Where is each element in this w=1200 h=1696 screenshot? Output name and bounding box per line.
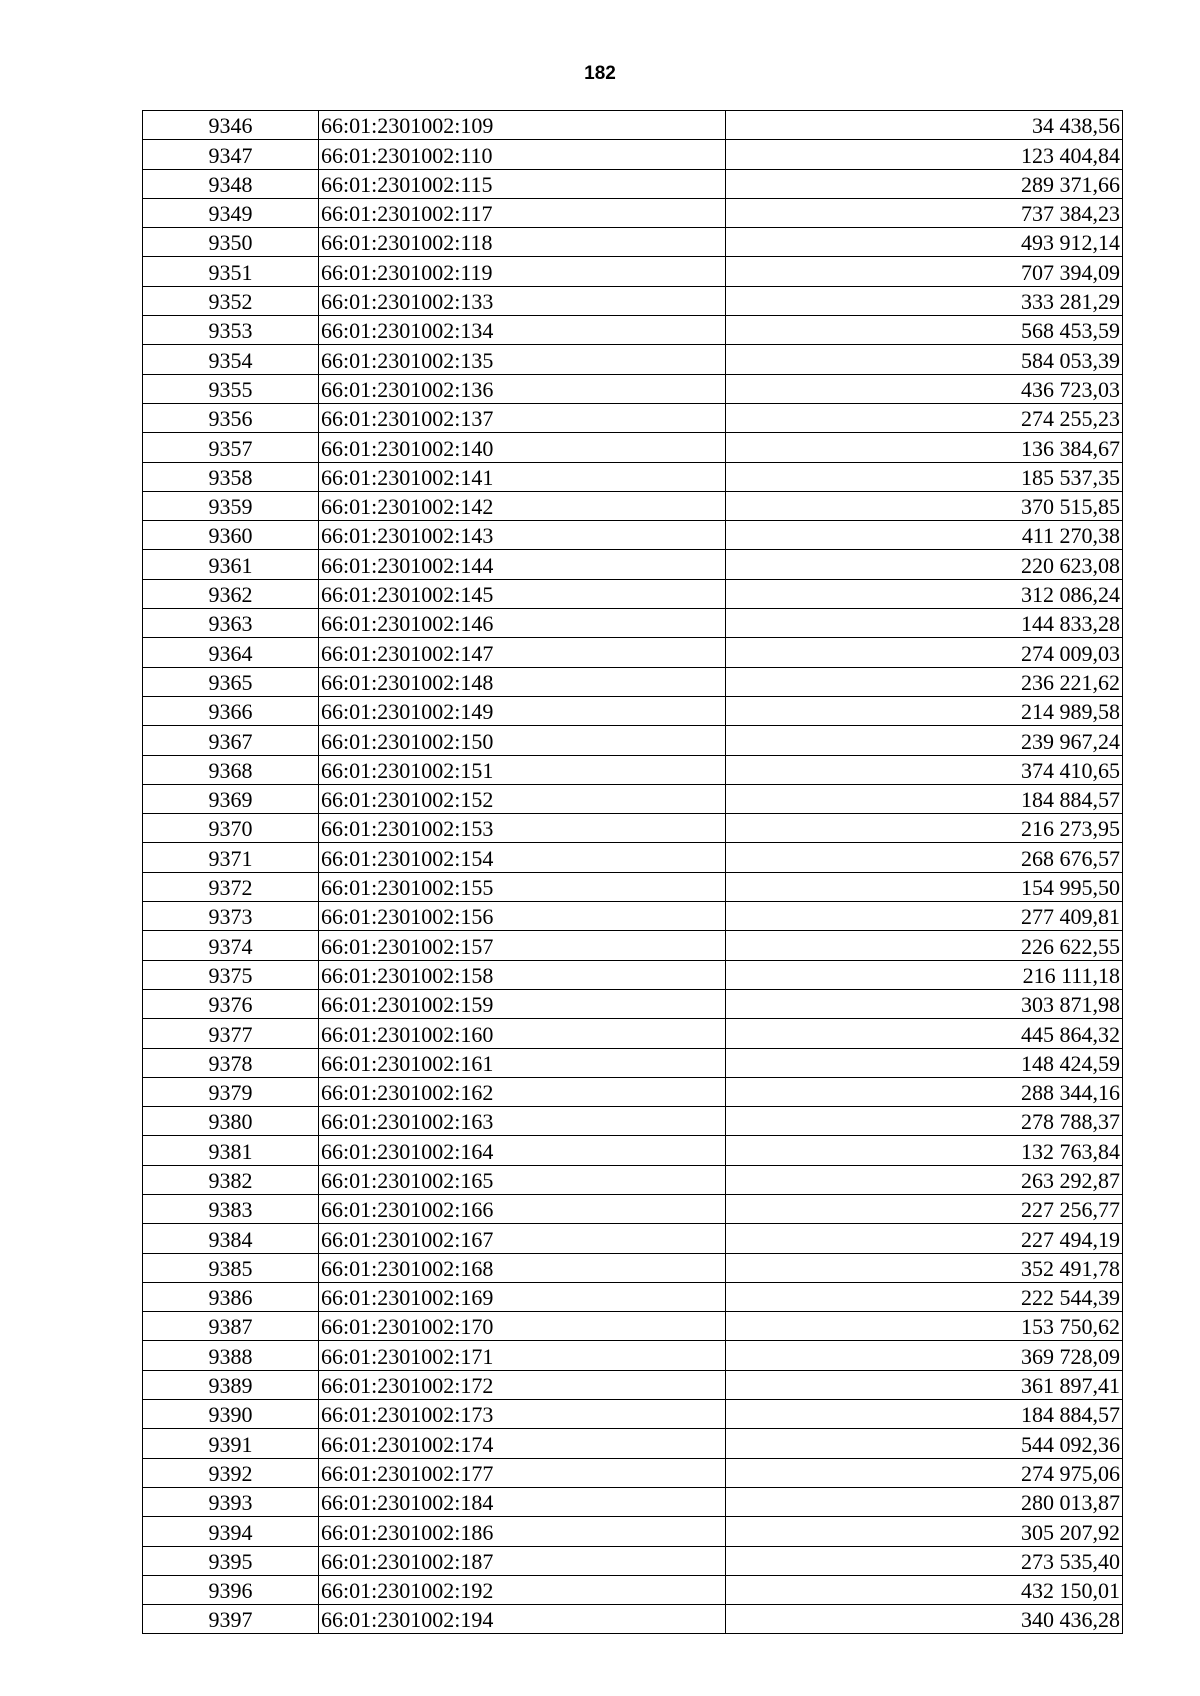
value-cell: 154 995,50 [726,872,1123,901]
cadastral-number-cell: 66:01:2301002:154 [319,843,726,872]
cadastral-number-cell: 66:01:2301002:133 [319,286,726,315]
cadastral-number-cell: 66:01:2301002:152 [319,784,726,813]
cadastral-number-cell: 66:01:2301002:150 [319,726,726,755]
table-row [143,726,1123,755]
table-row [143,374,1123,403]
value-cell: 707 394,09 [726,257,1123,286]
cadastral-number-cell: 66:01:2301002:164 [319,1136,726,1165]
value-cell: 493 912,14 [726,228,1123,257]
value-cell: 227 494,19 [726,1224,1123,1253]
cadastral-number-cell: 66:01:2301002:137 [319,403,726,432]
value-cell: 289 371,66 [726,169,1123,198]
row-number-cell: 9372 [143,872,319,901]
cadastral-number-cell: 66:01:2301002:140 [319,433,726,462]
row-number-cell: 9347 [143,140,319,169]
row-number-cell: 9348 [143,169,319,198]
value-cell: 340 436,28 [726,1605,1123,1634]
row-number-cell: 9349 [143,198,319,227]
table-row [143,1107,1123,1136]
cadastral-number-cell: 66:01:2301002:168 [319,1253,726,1282]
cadastral-value-table [142,110,1123,1634]
cadastral-number-cell: 66:01:2301002:165 [319,1165,726,1194]
value-cell: 236 221,62 [726,667,1123,696]
value-cell: 148 424,59 [726,1048,1123,1077]
value-cell: 136 384,67 [726,433,1123,462]
value-cell: 226 622,55 [726,931,1123,960]
row-number-cell: 9396 [143,1575,319,1604]
row-number-cell: 9377 [143,1019,319,1048]
cadastral-number-cell: 66:01:2301002:109 [319,111,726,140]
cadastral-number-cell: 66:01:2301002:187 [319,1546,726,1575]
cadastral-number-cell: 66:01:2301002:149 [319,696,726,725]
value-cell: 123 404,84 [726,140,1123,169]
cadastral-number-cell: 66:01:2301002:119 [319,257,726,286]
row-number-cell: 9353 [143,316,319,345]
cadastral-number-cell: 66:01:2301002:169 [319,1282,726,1311]
table-row [143,931,1123,960]
value-cell: 737 384,23 [726,198,1123,227]
row-number-cell: 9375 [143,960,319,989]
table-row [143,609,1123,638]
value-cell: 184 884,57 [726,784,1123,813]
row-number-cell: 9383 [143,1194,319,1223]
row-number-cell: 9369 [143,784,319,813]
value-cell: 274 009,03 [726,638,1123,667]
row-number-cell: 9356 [143,403,319,432]
row-number-cell: 9362 [143,579,319,608]
table-row [143,1605,1123,1634]
value-cell: 263 292,87 [726,1165,1123,1194]
value-cell: 288 344,16 [726,1077,1123,1106]
cadastral-number-cell: 66:01:2301002:144 [319,550,726,579]
cadastral-number-cell: 66:01:2301002:160 [319,1019,726,1048]
table-row [143,169,1123,198]
row-number-cell: 9367 [143,726,319,755]
value-cell: 280 013,87 [726,1487,1123,1516]
row-number-cell: 9382 [143,1165,319,1194]
table-row [143,433,1123,462]
cadastral-number-cell: 66:01:2301002:192 [319,1575,726,1604]
table-row [143,1194,1123,1223]
table-row [143,638,1123,667]
table-row [143,667,1123,696]
cadastral-number-cell: 66:01:2301002:146 [319,609,726,638]
table-row [143,111,1123,140]
cadastral-number-cell: 66:01:2301002:177 [319,1458,726,1487]
row-number-cell: 9397 [143,1605,319,1634]
table-row [143,579,1123,608]
cadastral-number-cell: 66:01:2301002:143 [319,521,726,550]
table-row [143,140,1123,169]
value-cell: 445 864,32 [726,1019,1123,1048]
value-cell: 544 092,36 [726,1429,1123,1458]
row-number-cell: 9355 [143,374,319,403]
row-number-cell: 9365 [143,667,319,696]
table-row [143,960,1123,989]
cadastral-number-cell: 66:01:2301002:158 [319,960,726,989]
cadastral-number-cell: 66:01:2301002:148 [319,667,726,696]
row-number-cell: 9378 [143,1048,319,1077]
row-number-cell: 9360 [143,521,319,550]
page-number: 182 [584,63,616,84]
table-row [143,814,1123,843]
value-cell: 185 537,35 [726,462,1123,491]
value-cell: 370 515,85 [726,491,1123,520]
row-number-cell: 9381 [143,1136,319,1165]
cadastral-number-cell: 66:01:2301002:170 [319,1312,726,1341]
table-body [143,111,1123,1634]
row-number-cell: 9361 [143,550,319,579]
row-number-cell: 9371 [143,843,319,872]
cadastral-number-cell: 66:01:2301002:147 [319,638,726,667]
cadastral-number-cell: 66:01:2301002:184 [319,1487,726,1516]
table-row [143,902,1123,931]
row-number-cell: 9384 [143,1224,319,1253]
value-cell: 432 150,01 [726,1575,1123,1604]
table-row [143,1077,1123,1106]
row-number-cell: 9380 [143,1107,319,1136]
cadastral-number-cell: 66:01:2301002:161 [319,1048,726,1077]
row-number-cell: 9363 [143,609,319,638]
table-row [143,1575,1123,1604]
cadastral-number-cell: 66:01:2301002:155 [319,872,726,901]
value-cell: 239 967,24 [726,726,1123,755]
value-cell: 222 544,39 [726,1282,1123,1311]
row-number-cell: 9350 [143,228,319,257]
row-number-cell: 9364 [143,638,319,667]
table-row [143,198,1123,227]
value-cell: 361 897,41 [726,1370,1123,1399]
row-number-cell: 9389 [143,1370,319,1399]
cadastral-number-cell: 66:01:2301002:145 [319,579,726,608]
value-cell: 584 053,39 [726,345,1123,374]
value-cell: 274 975,06 [726,1458,1123,1487]
cadastral-number-cell: 66:01:2301002:115 [319,169,726,198]
table-row [143,1136,1123,1165]
row-number-cell: 9387 [143,1312,319,1341]
row-number-cell: 9373 [143,902,319,931]
cadastral-number-cell: 66:01:2301002:141 [319,462,726,491]
cadastral-number-cell: 66:01:2301002:117 [319,198,726,227]
row-number-cell: 9346 [143,111,319,140]
cadastral-number-cell: 66:01:2301002:171 [319,1341,726,1370]
value-cell: 184 884,57 [726,1400,1123,1429]
table-row [143,872,1123,901]
row-number-cell: 9352 [143,286,319,315]
value-cell: 352 491,78 [726,1253,1123,1282]
row-number-cell: 9386 [143,1282,319,1311]
row-number-cell: 9368 [143,755,319,784]
row-number-cell: 9393 [143,1487,319,1516]
table-row [143,696,1123,725]
value-cell: 153 750,62 [726,1312,1123,1341]
value-cell: 216 111,18 [726,960,1123,989]
table-row [143,1253,1123,1282]
table-row [143,1370,1123,1399]
row-number-cell: 9376 [143,989,319,1018]
cadastral-number-cell: 66:01:2301002:134 [319,316,726,345]
value-cell: 374 410,65 [726,755,1123,784]
row-number-cell: 9359 [143,491,319,520]
row-number-cell: 9394 [143,1517,319,1546]
row-number-cell: 9395 [143,1546,319,1575]
table-row [143,228,1123,257]
cadastral-number-cell: 66:01:2301002:172 [319,1370,726,1399]
table-row [143,784,1123,813]
table-row [143,491,1123,520]
row-number-cell: 9390 [143,1400,319,1429]
row-number-cell: 9357 [143,433,319,462]
table-row [143,755,1123,784]
row-number-cell: 9370 [143,814,319,843]
value-cell: 278 788,37 [726,1107,1123,1136]
table-row [143,1546,1123,1575]
cadastral-number-cell: 66:01:2301002:136 [319,374,726,403]
cadastral-number-cell: 66:01:2301002:194 [319,1605,726,1634]
value-cell: 277 409,81 [726,902,1123,931]
table-row [143,1312,1123,1341]
value-cell: 220 623,08 [726,550,1123,579]
row-number-cell: 9354 [143,345,319,374]
table-row [143,521,1123,550]
cadastral-number-cell: 66:01:2301002:110 [319,140,726,169]
row-number-cell: 9351 [143,257,319,286]
value-cell: 144 833,28 [726,609,1123,638]
row-number-cell: 9366 [143,696,319,725]
table-row [143,345,1123,374]
cadastral-number-cell: 66:01:2301002:167 [319,1224,726,1253]
table-row [143,257,1123,286]
value-cell: 216 273,95 [726,814,1123,843]
table-row [143,1019,1123,1048]
table-row [143,1487,1123,1516]
value-cell: 227 256,77 [726,1194,1123,1223]
value-cell: 273 535,40 [726,1546,1123,1575]
value-cell: 132 763,84 [726,1136,1123,1165]
cadastral-number-cell: 66:01:2301002:157 [319,931,726,960]
value-cell: 34 438,56 [726,111,1123,140]
value-cell: 214 989,58 [726,696,1123,725]
cadastral-number-cell: 66:01:2301002:159 [319,989,726,1018]
cadastral-number-cell: 66:01:2301002:162 [319,1077,726,1106]
cadastral-number-cell: 66:01:2301002:135 [319,345,726,374]
value-cell: 333 281,29 [726,286,1123,315]
value-cell: 303 871,98 [726,989,1123,1018]
cadastral-number-cell: 66:01:2301002:118 [319,228,726,257]
table-row [143,989,1123,1018]
row-number-cell: 9379 [143,1077,319,1106]
value-cell: 568 453,59 [726,316,1123,345]
cadastral-number-cell: 66:01:2301002:174 [319,1429,726,1458]
table-row [143,1165,1123,1194]
cadastral-number-cell: 66:01:2301002:151 [319,755,726,784]
cadastral-number-cell: 66:01:2301002:186 [319,1517,726,1546]
row-number-cell: 9391 [143,1429,319,1458]
table-row [143,843,1123,872]
table-row [143,1429,1123,1458]
value-cell: 436 723,03 [726,374,1123,403]
cadastral-number-cell: 66:01:2301002:173 [319,1400,726,1429]
table-row [143,462,1123,491]
table-row [143,1341,1123,1370]
table-row [143,1282,1123,1311]
value-cell: 312 086,24 [726,579,1123,608]
value-cell: 268 676,57 [726,843,1123,872]
table-row [143,1048,1123,1077]
table-row [143,403,1123,432]
cadastral-number-cell: 66:01:2301002:153 [319,814,726,843]
row-number-cell: 9388 [143,1341,319,1370]
table-row [143,1400,1123,1429]
value-cell: 411 270,38 [726,521,1123,550]
row-number-cell: 9385 [143,1253,319,1282]
table-row [143,1517,1123,1546]
cadastral-number-cell: 66:01:2301002:166 [319,1194,726,1223]
value-cell: 274 255,23 [726,403,1123,432]
cadastral-number-cell: 66:01:2301002:156 [319,902,726,931]
table-row [143,550,1123,579]
table-row [143,286,1123,315]
value-cell: 369 728,09 [726,1341,1123,1370]
row-number-cell: 9392 [143,1458,319,1487]
value-cell: 305 207,92 [726,1517,1123,1546]
table-row [143,316,1123,345]
row-number-cell: 9374 [143,931,319,960]
cadastral-number-cell: 66:01:2301002:142 [319,491,726,520]
table-row [143,1224,1123,1253]
row-number-cell: 9358 [143,462,319,491]
cadastral-number-cell: 66:01:2301002:163 [319,1107,726,1136]
table-row [143,1458,1123,1487]
